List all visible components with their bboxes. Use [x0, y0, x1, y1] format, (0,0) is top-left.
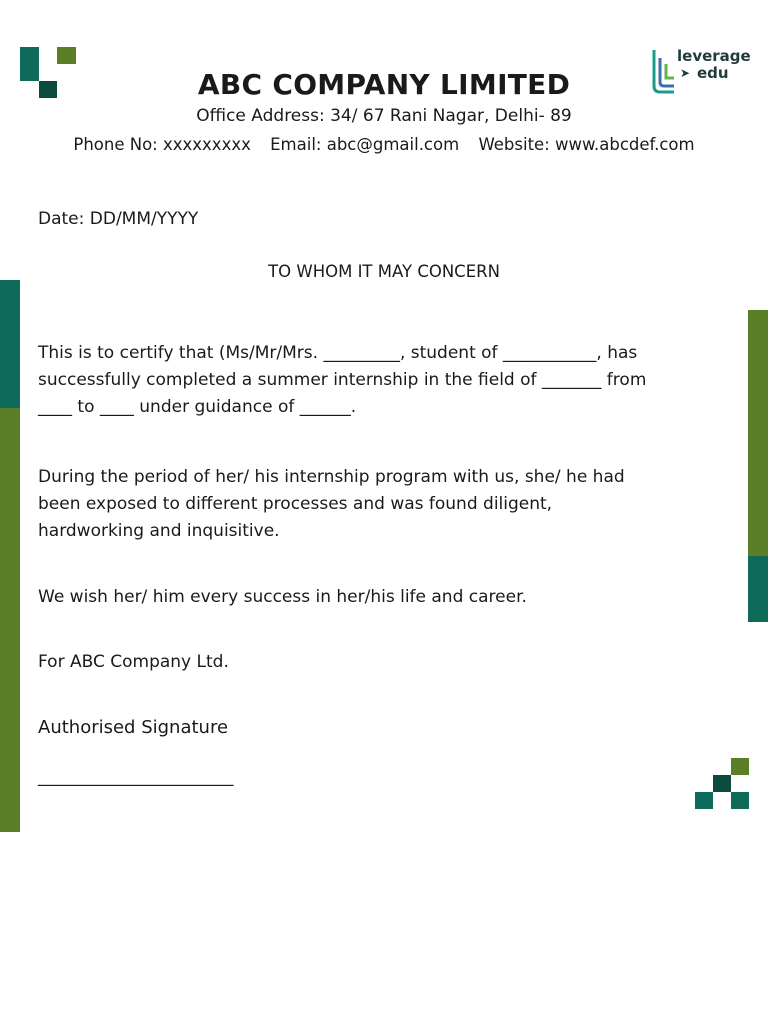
- paragraph-certify: [38, 340, 728, 421]
- contact-line: [0, 135, 768, 154]
- decor-square-green-br: [731, 758, 749, 775]
- paragraph-line: hardworking and inquisitive.: [38, 521, 280, 541]
- logo-text-line2: edu: [697, 64, 729, 82]
- paragraph-line: During the period of her/ his internship program with us, she/ he had: [38, 467, 625, 487]
- right-bar-teal: [748, 556, 768, 622]
- rocket-icon: ➤: [680, 66, 691, 80]
- paragraph-period: [38, 464, 728, 545]
- decor-square-teal-br2: [731, 792, 749, 809]
- right-bar-green: [748, 310, 768, 556]
- email-text: Email: abc@gmail.com: [270, 135, 460, 154]
- paragraph-line: been exposed to different processes and was found diligent,: [38, 494, 553, 514]
- decor-square-teal-br1: [695, 792, 713, 809]
- left-bar-teal: [0, 280, 20, 408]
- paragraph-wishes: We wish her/ him every success in her/his life and career.: [38, 587, 527, 607]
- paragraph-line: This is to certify that (Ms/Mr/Mrs. _________, student of ___________, has: [38, 343, 638, 363]
- salutation: TO WHOM IT MAY CONCERN: [268, 262, 500, 281]
- company-name: ABC COMPANY LIMITED: [197, 68, 571, 101]
- left-bar-green: [0, 408, 20, 832]
- paragraph-line: ____ to ____ under guidance of ______.: [38, 397, 357, 417]
- phone-text: Phone No: xxxxxxxxx: [73, 135, 251, 154]
- website-text: Website: www.abcdef.com: [478, 135, 695, 154]
- logo-text-line1: leverage: [677, 47, 751, 65]
- signature-line: _______________________: [38, 767, 234, 787]
- office-address: Office Address: 34/ 67 Rani Nagar, Delhi- 89: [196, 106, 572, 126]
- date-line: Date: DD/MM/YYYY: [38, 209, 199, 229]
- decor-square-green: [57, 47, 76, 64]
- signature-label: Authorised Signature: [38, 717, 229, 738]
- closing-line: For ABC Company Ltd.: [38, 652, 229, 672]
- paragraph-line: successfully completed a summer internship in the field of _______ from: [38, 370, 647, 390]
